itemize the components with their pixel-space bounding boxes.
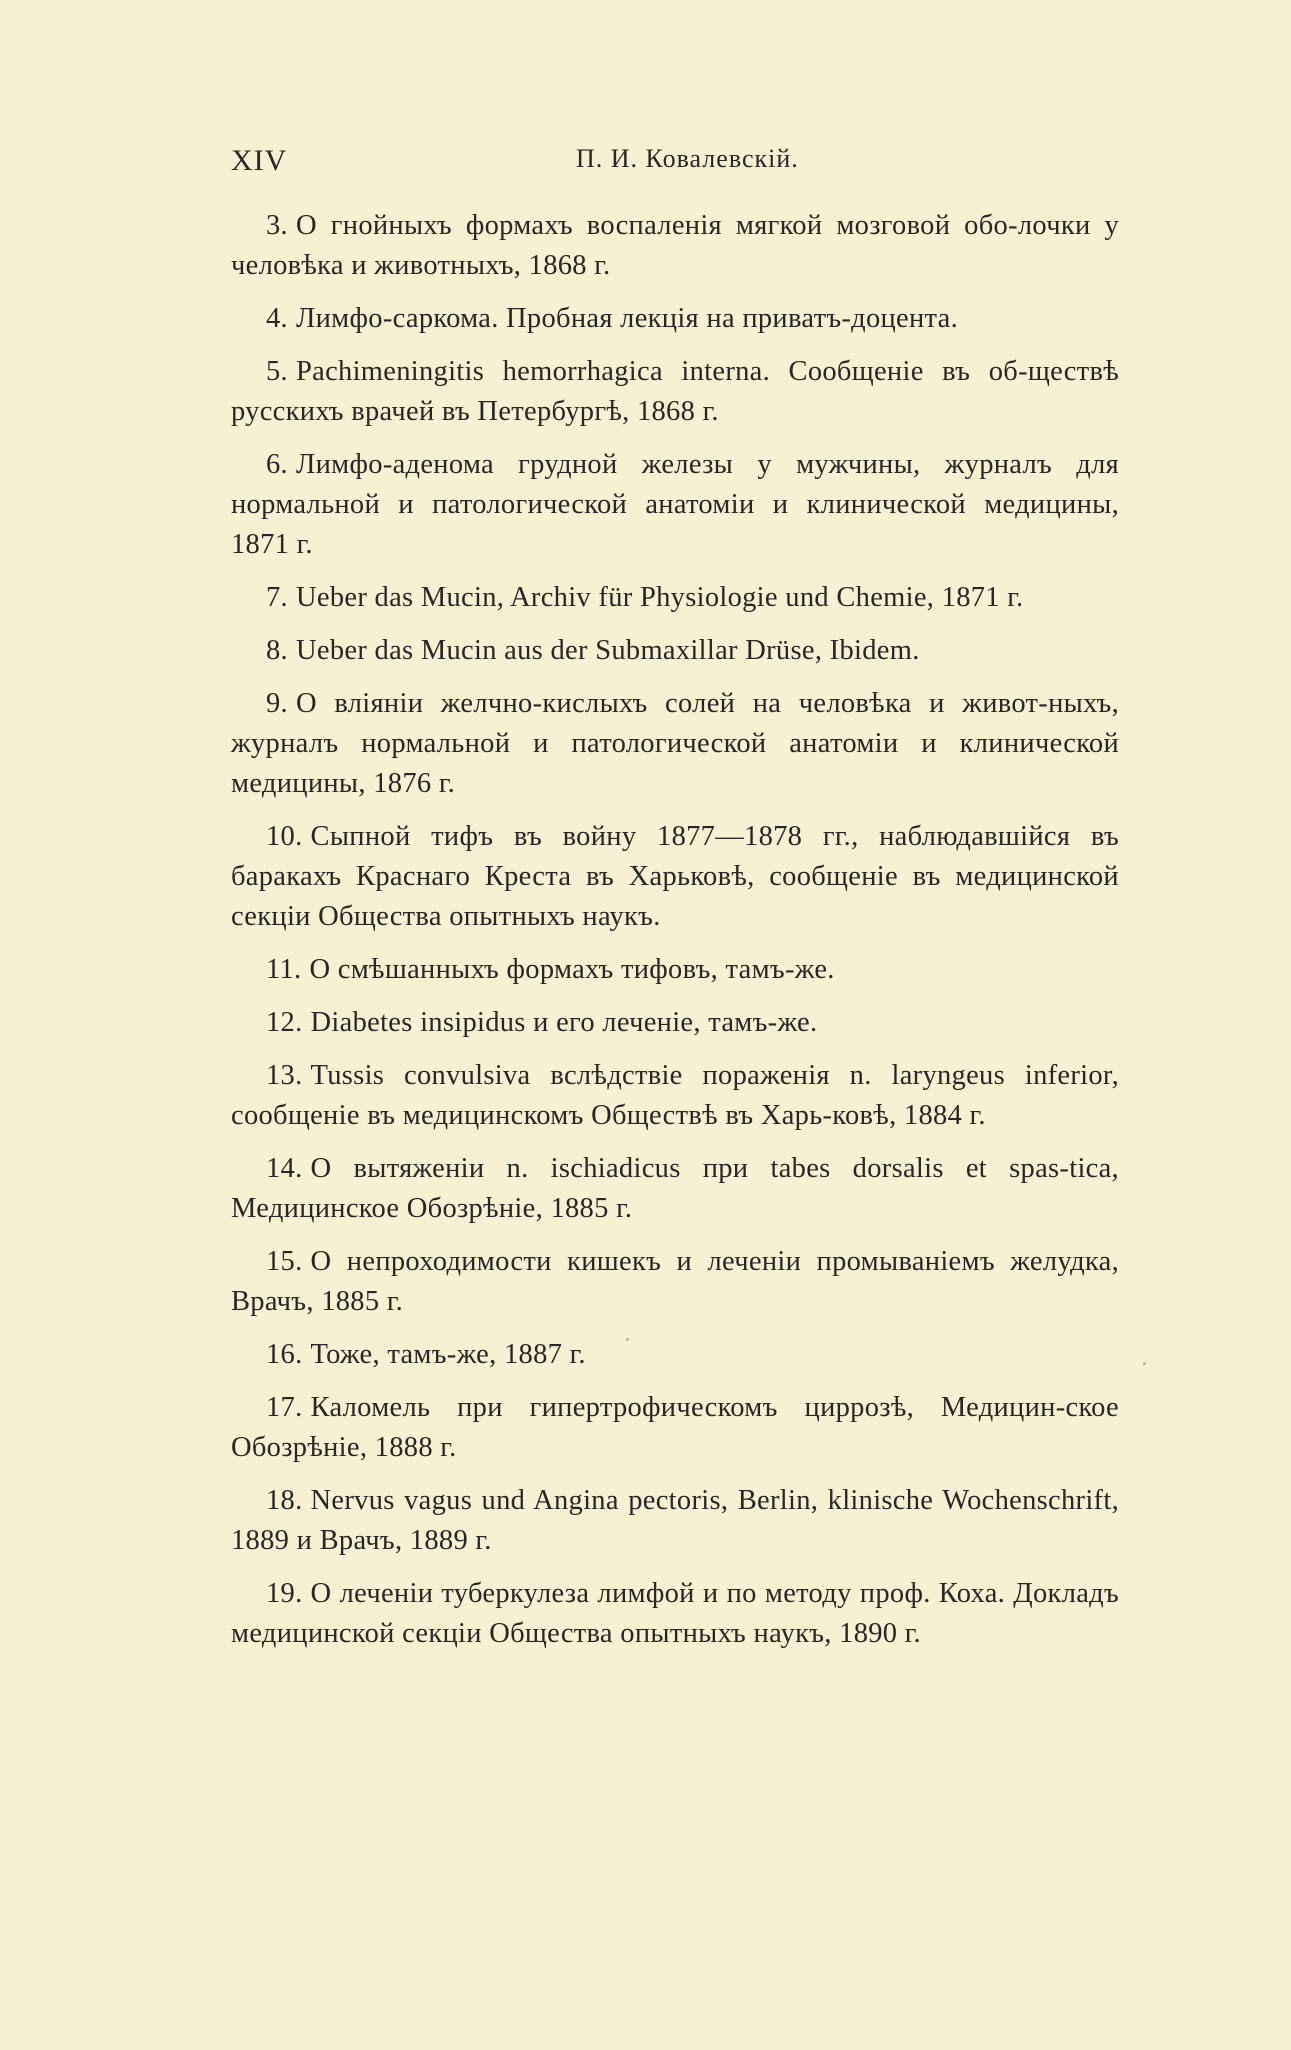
bibliography-entry bbox=[231, 352, 1119, 432]
entry-text: О вліяніи желчно-кислыхъ солей на человѣка и живот-ныхъ, журналъ нормальной и патологической анатоміи и клинической медицины, 1876 г. bbox=[231, 688, 1119, 799]
entry-number: 5. bbox=[266, 356, 288, 387]
entry-number: 4. bbox=[266, 303, 288, 334]
entry-number: 12. bbox=[266, 1007, 303, 1038]
bibliography-entry bbox=[231, 578, 1119, 618]
entry-text: Tussis convulsiva вслѣдствіе пораженія n. laryngeus inferior, сообщеніе въ медицинскомъ Обществѣ въ Харь-ковѣ, 1884 г. bbox=[231, 1060, 1119, 1131]
bibliography-entry bbox=[231, 950, 1119, 990]
running-title: П. И. Ковалевскій. bbox=[576, 144, 799, 173]
bibliography-entry bbox=[231, 1481, 1119, 1561]
page-number: XIV bbox=[231, 144, 288, 177]
entry-number: 14. bbox=[266, 1153, 303, 1184]
bibliography-entry bbox=[231, 445, 1119, 565]
entry-number: 6. bbox=[266, 449, 288, 480]
entry-number: 9. bbox=[266, 688, 288, 719]
entry-text: Pachimeningitis hemorrhagica interna. Сообщеніе въ об-ществѣ русскихъ врачей въ Петербургѣ, 1868 г. bbox=[231, 356, 1119, 427]
bibliography-entry bbox=[231, 1574, 1119, 1654]
entry-number: 18. bbox=[266, 1485, 303, 1516]
entry-text: Ueber das Mucin, Archiv für Physiologie und Chemie, 1871 г. bbox=[295, 582, 1024, 613]
entry-number: 16. bbox=[266, 1339, 303, 1370]
entry-text: Diabetes insipidus и его леченіе, тамъ-же. bbox=[310, 1007, 818, 1038]
bibliography-entry bbox=[231, 684, 1119, 804]
entry-number: 3. bbox=[266, 210, 288, 241]
entry-number: 13. bbox=[266, 1060, 303, 1091]
bibliography-entry bbox=[231, 817, 1119, 937]
entry-number: 11. bbox=[266, 954, 302, 985]
entry-text: Nervus vagus und Angina pectoris, Berlin, klinische Wochenschrift, 1889 и Врачъ, 1889 г. bbox=[231, 1485, 1119, 1556]
paper-speck bbox=[1143, 1362, 1146, 1365]
entry-text: О непроходимости кишекъ и леченіи промываніемъ желудка, Врачъ, 1885 г. bbox=[231, 1246, 1119, 1317]
bibliography-entry bbox=[231, 206, 1119, 286]
paper-speck bbox=[626, 1338, 629, 1341]
entry-number: 10. bbox=[266, 821, 303, 852]
entry-text: О леченіи туберкулеза лимфой и по методу проф. Коха. Докладъ медицинской секціи Общества опытныхъ наукъ, 1890 г. bbox=[231, 1578, 1119, 1649]
entry-number: 19. bbox=[266, 1578, 303, 1609]
entry-number: 17. bbox=[266, 1392, 303, 1423]
bibliography-entry bbox=[231, 299, 1119, 339]
entry-text: Лимфо-аденома грудной железы у мужчины, журналъ для нормальной и патологической анатоміи и клинической медицины, 1871 г. bbox=[231, 449, 1119, 560]
bibliography-entry bbox=[231, 1149, 1119, 1229]
entry-text: Лимфо-саркома. Пробная лекція на приватъ-доцента. bbox=[295, 303, 959, 334]
entry-number: 8. bbox=[266, 635, 288, 666]
entry-number: 7. bbox=[266, 582, 288, 613]
entry-text: О смѣшанныхъ формахъ тифовъ, тамъ-же. bbox=[309, 954, 835, 985]
entry-text: Каломель при гипертрофическомъ циррозѣ, Медицин-ское Обозрѣніе, 1888 г. bbox=[231, 1392, 1119, 1463]
entry-text: Тоже, тамъ-же, 1887 г. bbox=[310, 1339, 586, 1370]
entry-text: Сыпной тифъ въ войну 1877—1878 гг., наблюдавшійся въ баракахъ Краснаго Креста въ Харьковѣ, сообщеніе въ медицинской секціи Общества опытныхъ наукъ. bbox=[231, 821, 1119, 932]
entry-text: Ueber das Mucin aus der Submaxillar Drüse, Ibidem. bbox=[295, 635, 920, 666]
entry-text: О гнойныхъ формахъ воспаленія мягкой мозговой обо-лочки у человѣка и животныхъ, 1868 г. bbox=[231, 210, 1119, 281]
bibliography-list bbox=[231, 206, 1119, 1667]
bibliography-entry bbox=[231, 1242, 1119, 1322]
bibliography-entry bbox=[231, 1388, 1119, 1468]
page-header bbox=[231, 144, 1121, 184]
bibliography-entry bbox=[231, 631, 1119, 671]
bibliography-entry bbox=[231, 1056, 1119, 1136]
bibliography-entry bbox=[231, 1335, 1119, 1375]
bibliography-entry bbox=[231, 1003, 1119, 1043]
entry-text: О вытяженіи n. ischiadicus при tabes dorsalis et spas-tica, Медицинское Обозрѣніе, 1885 г. bbox=[231, 1153, 1119, 1224]
entry-number: 15. bbox=[266, 1246, 303, 1277]
